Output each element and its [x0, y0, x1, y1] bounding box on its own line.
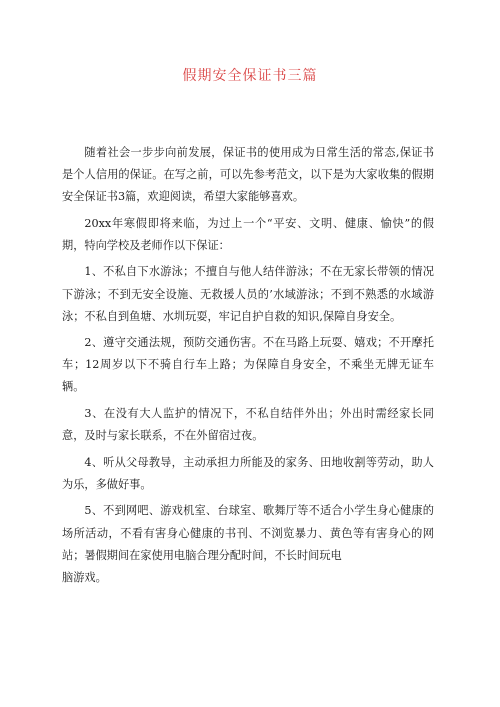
document-body: [62, 142, 434, 589]
pledge-item-1: 1、不私自下水游泳；不擅自与他人结伴游泳；不在无家长带领的情况下游泳；不到无安全设施、无救援人员的’水域游泳；不到不熟悉的水域游泳；不私自到鱼塘、水圳玩耍，牢记自护自救的知识,保障自身安全。: [62, 265, 434, 323]
document-title: 假期安全保证书三篇: [182, 68, 318, 84]
intro-paragraph: 随着社会一步步向前发展，保证书的使用成为日常生活的常态,保证书是个人信用的保证。在写之前，可以先参考范文，以下是为大家收集的假期安全保证书3篇，欢迎阅读，希望大家能够喜欢。: [62, 146, 434, 204]
pledge-item-4: 4、听从父母教导，主动承担力所能及的家务、田地收割等劳动，助人为乐，多做好事。: [62, 455, 434, 491]
pledge-item-3: 3、在没有大人监护的情况下，不私自结伴外出；外出时需经家长同意，及时与家长联系，不在外留宿过夜。: [62, 407, 434, 443]
pledge-intro-paragraph: 20xx年寒假即将来临，为过上一个“平安、文明、健康、愉快”的假期，特向学校及老师作以下保证：: [62, 216, 434, 252]
pledge-item-5-continuation: 脑游戏。: [62, 570, 107, 584]
pledge-item-2: 2、遵守交通法规，预防交通伤害。不在马路上玩耍、嬉戏；不开摩托车；12周岁以下不骑自行车上路；为保障自身安全，不乘坐无牌无证车辆。: [62, 336, 434, 394]
pledge-item-5: 5、不到网吧、游戏机室、台球室、歌舞厅等不适合小学生身心健康的场所活动，不看有害身心健康的书刊、不浏览暴力、黄色等有害身心的网站；暑假期间在家使用电脑合理分配时间，不长时间玩电: [62, 504, 434, 562]
